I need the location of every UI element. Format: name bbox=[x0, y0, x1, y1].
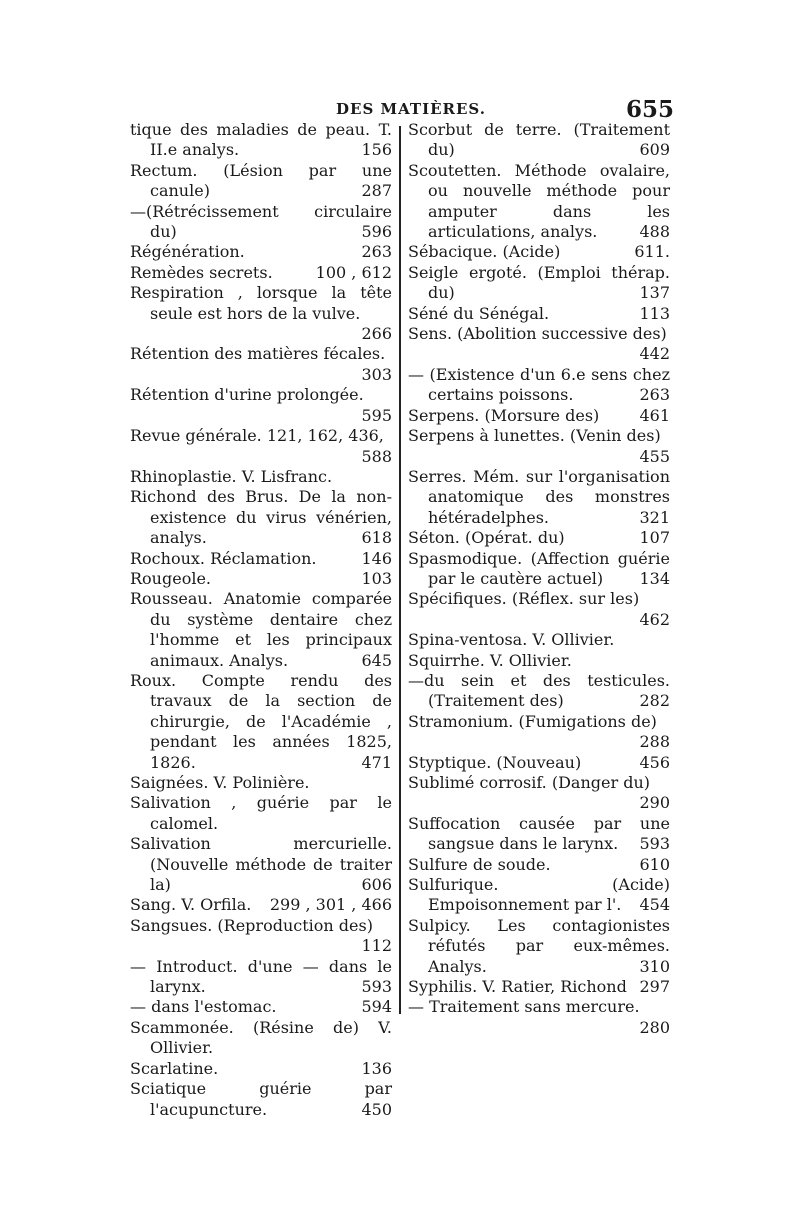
index-entry bbox=[130, 997, 392, 1017]
index-entry bbox=[408, 426, 670, 467]
entry-text: Sublimé corrosif. (Danger du) bbox=[408, 773, 650, 792]
entry-text: Régénération. bbox=[130, 242, 245, 262]
index-entry bbox=[130, 263, 392, 283]
entry-text: Spasmodique. (Affection guérie par le cautère actuel) bbox=[408, 548, 670, 588]
index-entry bbox=[408, 324, 670, 365]
entry-page-ref: 595 bbox=[361, 405, 392, 425]
entry-text: Seigle ergoté. (Emploi thérap. du) bbox=[408, 262, 670, 303]
entry-text: Sébacique. (Acide) bbox=[408, 242, 561, 262]
index-entry bbox=[408, 753, 670, 773]
entry-page-ref: 282 bbox=[639, 691, 670, 711]
entry-text: Rochoux. Réclamation. bbox=[130, 548, 317, 568]
entry-text: Spina-ventosa. V. Ollivier. bbox=[408, 630, 615, 650]
entry-page-ref: 288 bbox=[639, 732, 670, 752]
entry-page-ref: 263 bbox=[639, 385, 670, 405]
entry-text: Sciatique guérie par l'acupuncture. bbox=[130, 1079, 392, 1119]
entry-page-ref: 456 bbox=[639, 752, 670, 772]
index-entry bbox=[130, 1018, 392, 1059]
entry-page-ref: 112 bbox=[361, 936, 392, 956]
entry-page-ref: 137 bbox=[639, 283, 670, 303]
entry-page-ref: 471 bbox=[361, 752, 392, 772]
index-entry bbox=[130, 344, 392, 385]
entry-text: Roux. Compte rendu des travaux de la section de chirurgie, de l'Académie , pendant les années 1825, 1826. bbox=[130, 670, 392, 772]
entry-text: Spécifiques. (Réflex. sur les) bbox=[408, 589, 640, 609]
entry-text: Scammonée. (Résine de) V. Ollivier. bbox=[130, 1017, 392, 1058]
entry-page-ref: 618 bbox=[361, 528, 392, 548]
index-entry bbox=[130, 773, 392, 793]
entry-text: Séton. (Opérat. du) bbox=[408, 528, 565, 548]
index-entry bbox=[408, 671, 670, 712]
entry-text: Stramonium. (Fumigations de) bbox=[408, 711, 657, 731]
entry-page-ref: 454 bbox=[639, 895, 670, 915]
entry-text: Rougeole. bbox=[130, 568, 211, 588]
index-entry bbox=[130, 120, 392, 161]
entry-text: Richond des Brus. De la non-existence du virus vénérien, analys. bbox=[130, 487, 392, 548]
index-entry bbox=[408, 589, 670, 630]
index-entry bbox=[408, 916, 670, 977]
entry-text: tique des maladies de peau. T. II.e analys. bbox=[130, 120, 392, 160]
entry-text: — (Existence d'un 6.e sens chez certains poissons. bbox=[408, 364, 670, 405]
entry-text: Sens. (Abolition successive des) bbox=[408, 324, 667, 344]
index-entry bbox=[408, 875, 670, 916]
entry-page-ref: 113 bbox=[639, 303, 670, 323]
entry-page-ref: 611. bbox=[634, 242, 670, 262]
index-entry bbox=[130, 957, 392, 998]
index-entry bbox=[130, 1079, 392, 1120]
index-entry bbox=[130, 202, 392, 243]
entry-text: Styptique. (Nouveau) bbox=[408, 752, 582, 772]
index-entry bbox=[408, 120, 670, 161]
entry-text: Scarlatine. bbox=[130, 1058, 219, 1078]
entry-text: Salivation mercurielle. (Nouvelle méthode de traiter la) bbox=[130, 834, 392, 895]
index-entry bbox=[408, 651, 670, 671]
index-entry bbox=[408, 528, 670, 548]
index-entry bbox=[408, 304, 670, 324]
entry-text: Rousseau. Anatomie comparée du système dentaire chez l'homme et les principaux animaux. Analys. bbox=[130, 589, 392, 670]
entry-text: Remèdes secrets. bbox=[130, 262, 273, 282]
entry-text: Syphilis. V. Ratier, Richond bbox=[408, 977, 627, 997]
index-entry bbox=[130, 549, 392, 569]
index-entry bbox=[130, 385, 392, 426]
entry-page-ref: 593 bbox=[361, 977, 392, 997]
index-entry bbox=[130, 426, 392, 467]
entry-page-ref: 450 bbox=[361, 1099, 392, 1119]
entry-page-ref: 263 bbox=[361, 242, 392, 262]
column-divider bbox=[399, 126, 401, 1014]
entry-page-ref: 299 , 301 , 466 bbox=[269, 895, 392, 915]
index-entry bbox=[130, 671, 392, 773]
entry-text: Saignées. V. Polinière. bbox=[130, 773, 310, 792]
right-column bbox=[408, 120, 670, 1038]
index-entry bbox=[130, 467, 392, 487]
entry-page-ref: 287 bbox=[361, 181, 392, 201]
entry-text: —du sein et des testicules. (Traitement des) bbox=[408, 670, 670, 711]
entry-text: Sulfurique. (Acide) Empoisonnement par l'. bbox=[408, 875, 670, 915]
index-entry bbox=[408, 977, 670, 997]
entry-text: Serres. Mém. sur l'organisation anatomique des monstres hétéradelphes. bbox=[408, 466, 670, 527]
index-entry bbox=[130, 895, 392, 915]
entry-text: Séné du Sénégal. bbox=[408, 303, 550, 323]
entry-page-ref: 606 bbox=[361, 875, 392, 895]
entry-page-ref: 609 bbox=[639, 140, 670, 160]
entry-text: —(Rétrécissement circulaire du) bbox=[130, 201, 392, 242]
entry-page-ref: 442 bbox=[639, 344, 670, 364]
entry-text: Rectum. (Lésion par une canule) bbox=[130, 160, 392, 201]
page-header bbox=[0, 96, 800, 126]
entry-text: Rhinoplastie. V. Lisfranc. bbox=[130, 466, 333, 486]
entry-text: Rétention d'urine prolongée. bbox=[130, 385, 364, 405]
index-entry bbox=[130, 242, 392, 262]
index-entry bbox=[408, 242, 670, 262]
index-entry bbox=[408, 630, 670, 650]
entry-text: Revue générale. 121, 162, 436, bbox=[130, 426, 384, 446]
entry-page-ref: 645 bbox=[361, 650, 392, 670]
entry-text: Salivation , guérie par le calomel. bbox=[130, 793, 392, 833]
index-entry bbox=[130, 569, 392, 589]
entry-page-ref: 303 bbox=[361, 364, 392, 384]
index-entry bbox=[408, 712, 670, 753]
index-entry bbox=[408, 161, 670, 243]
entry-page-ref: 455 bbox=[639, 446, 670, 466]
entry-page-ref: 103 bbox=[361, 568, 392, 588]
entry-page-ref: 156 bbox=[361, 140, 392, 160]
index-entry bbox=[130, 793, 392, 834]
index-entry bbox=[408, 773, 670, 814]
entry-page-ref: 136 bbox=[361, 1058, 392, 1078]
entry-page-ref: 488 bbox=[639, 222, 670, 242]
index-entry bbox=[408, 406, 670, 426]
entry-text: — dans l'estomac. bbox=[130, 997, 277, 1017]
entry-page-ref: 266 bbox=[361, 324, 392, 344]
entry-text: Sang. V. Orfila. bbox=[130, 895, 252, 915]
index-entry bbox=[130, 589, 392, 671]
entry-text: Rétention des matières fécales. bbox=[130, 344, 386, 364]
entry-text: Sulfure de soude. bbox=[408, 854, 551, 874]
entry-page-ref: 134 bbox=[639, 568, 670, 588]
index-entry bbox=[408, 855, 670, 875]
index-entry bbox=[130, 487, 392, 548]
entry-page-ref: 593 bbox=[639, 834, 670, 854]
entry-page-ref: 462 bbox=[639, 609, 670, 629]
entry-text: Suffocation causée par une sangsue dans le larynx. bbox=[408, 813, 670, 854]
entry-page-ref: 146 bbox=[361, 548, 392, 568]
left-column bbox=[130, 120, 392, 1120]
page-number: 655 bbox=[626, 96, 675, 123]
index-entry bbox=[130, 1059, 392, 1079]
entry-text: Respiration , lorsque la tête seule est hors de la vulve. bbox=[130, 283, 392, 323]
entry-page-ref: 310 bbox=[639, 956, 670, 976]
entry-text: Serpens. (Morsure des) bbox=[408, 405, 600, 425]
entry-page-ref: 297 bbox=[639, 977, 670, 997]
index-entry bbox=[408, 814, 670, 855]
index-entry bbox=[408, 467, 670, 528]
index-entry bbox=[130, 283, 392, 344]
index-entry bbox=[130, 916, 392, 957]
entry-page-ref: 100 , 612 bbox=[315, 262, 392, 282]
index-entry bbox=[130, 161, 392, 202]
entry-text: Squirrhe. V. Ollivier. bbox=[408, 650, 572, 670]
entry-page-ref: 290 bbox=[639, 793, 670, 813]
entry-page-ref: 107 bbox=[639, 528, 670, 548]
entry-text: Scoutetten. Méthode ovalaire, ou nouvelle méthode pour amputer dans les articulations, analys. bbox=[408, 160, 670, 242]
entry-page-ref: 596 bbox=[361, 222, 392, 242]
entry-text: — Traitement sans mercure. bbox=[408, 997, 640, 1017]
entry-page-ref: 610 bbox=[639, 854, 670, 874]
index-entry bbox=[408, 997, 670, 1038]
index-entry bbox=[408, 263, 670, 304]
entry-text: Scorbut de terre. (Traitement du) bbox=[408, 120, 670, 160]
index-entry bbox=[408, 549, 670, 590]
entry-text: Serpens à lunettes. (Venin des) bbox=[408, 426, 661, 446]
entry-page-ref: 461 bbox=[639, 405, 670, 425]
index-entry bbox=[408, 365, 670, 406]
entry-text: — Introduct. d'une — dans le larynx. bbox=[130, 956, 392, 997]
index-entry bbox=[130, 834, 392, 895]
entry-page-ref: 280 bbox=[639, 1017, 670, 1037]
entry-text: Sangsues. (Reproduction des) bbox=[130, 915, 373, 935]
entry-page-ref: 594 bbox=[361, 997, 392, 1017]
entry-page-ref: 588 bbox=[361, 446, 392, 466]
running-title: DES MATIÈRES. bbox=[336, 100, 486, 118]
entry-text: Sulpicy. Les contagionistes réfutés par eux-mêmes. Analys. bbox=[408, 915, 670, 976]
entry-page-ref: 321 bbox=[639, 507, 670, 527]
